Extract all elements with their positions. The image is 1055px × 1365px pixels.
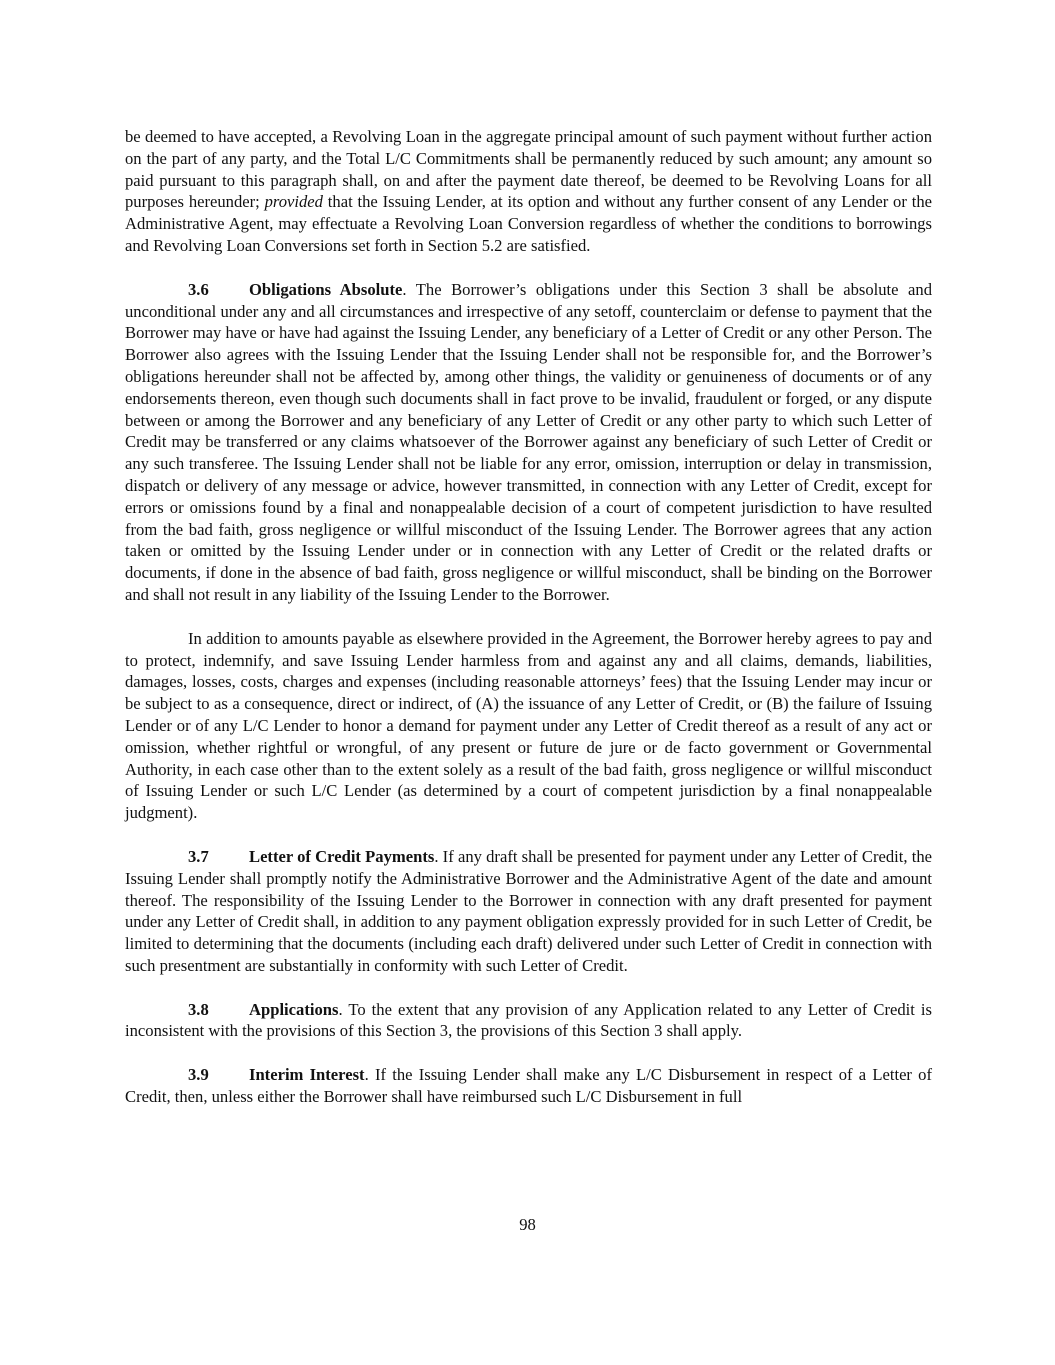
section-body: . If any draft shall be presented for payment under any Letter of Credit, the Issuing Lender shall promptly notify the Administrative Borrower and the Administrative Agent of the date and amount thereof. The responsibility of the Issuing Lender to the Borrower in connection with any draft presented for payment under any Letter of Credit shall, in addition to any payment obligation expressly provided for in such Letter of Credit, be limited to determining that the documents (including each draft) delivered under such Letter of Credit in connection with such presentment are substantially in conformity with such Letter of Credit. xyxy=(125,846,933,975)
section-number: 3.9 xyxy=(188,1065,209,1085)
section-body: . The Borrower’s obligations under this Section 3 shall be absolute and unconditional under any and all circumstances and irrespective of any setoff, counterclaim or defense to payment that the Borrower may have or have had against the Issuing Lender, any beneficiary of a Letter of Credit or any other Person. The Borrower also agrees with the Issuing Lender that the Issuing Lender shall not be responsible for, and the Borrower’s obligations hereunder shall not be affected by, among other things, the validity or genuineness of documents or of any endorsements thereon, even though such documents shall in fact prove to be invalid, fraudulent or forged, or any dispute between or among the Borrower and any beneficiary of any Letter of Credit or any other party to which such Letter of Credit may be transferred or any claims whatsoever of the Borrower against any beneficiary of such Letter of Credit or any such transferee. The Issuing Lender shall not be liable for any error, omission, interruption or delay in transmission, dispatch or delivery of any message or advice, however transmitted, in connection with any Letter of Credit, except for errors or omissions found by a final and nonappealable decision of a court of competent jurisdiction to have resulted from the bad faith, gross negligence or willful misconduct of the Issuing Lender. The Borrower agrees that any action taken or omitted by the Issuing Lender under or in connection with any Letter of Credit or the related drafts or documents, if done in the absence of bad faith, gross negligence or willful misconduct, shall be binding on the Borrower and shall not result in any liability of the Issuing Lender to the Borrower. xyxy=(125,279,933,604)
section-title: Obligations Absolute xyxy=(249,279,403,299)
paragraph-text: be deemed to have accepted, a Revolving Loan in the aggregate principal amount of such payment without further action on the part of any party, and the Total L/C Commitments shall be permanently reduced by such amount; any amount so paid pursuant to this paragraph shall, on and after the payment date thereof, be deemed to be Revolving Loans for all purposes hereunder; xyxy=(125,127,932,212)
section-body: . If the Issuing Lender shall make any L/C Disbursement in respect of a Letter of Credit, then, unless either the Borrower shall have reimbursed such L/C Disbursement in full xyxy=(125,1065,932,1107)
paragraph-revolving-loan-continuation xyxy=(125,126,932,257)
paragraph-text: that the Issuing Lender, at its option and without any further consent of any Lender or the Administrative Agent, may effectuate a Revolving Loan Conversion regardless of whether the conditions to borrowings and Revolving Loan Conversions set forth in Section 5.2 are satisfied. xyxy=(125,192,932,255)
section-3-7-paragraph xyxy=(125,846,932,977)
section-3-6-paragraph xyxy=(125,279,932,606)
section-title: Applications xyxy=(249,999,339,1019)
document-page xyxy=(125,126,932,1108)
page-number: 98 xyxy=(519,1215,536,1234)
section-number: 3.8 xyxy=(188,999,209,1019)
indemnity-paragraph: In addition to amounts payable as elsewhere provided in the Agreement, the Borrower hereby agrees to pay and to protect, indemnify, and save Issuing Lender harmless from and against any and all claims, demands, liabilities, damages, losses, costs, charges and expenses (including reasonable attorneys’ fees) that the Issuing Lender may incur or be subject to as a consequence, direct or indirect, of (A) the issuance of any Letter of Credit, or (B) the failure of Issuing Lender or of any L/C Lender to honor a demand for payment under any Letter of Credit thereof as a result of any act or omission, whether rightful or wrongful, of any present or future de jure or de facto government or Governmental Authority, in each case other than to the extent solely as a result of the bad faith, gross negligence or willful misconduct of Issuing Lender or such L/C Lender (as determined by a court of competent jurisdiction by a final nonappealable judgment). xyxy=(125,628,932,823)
section-title: Letter of Credit Payments xyxy=(249,846,435,866)
section-3-9-paragraph xyxy=(125,1064,932,1108)
section-body: . To the extent that any provision of any Application related to any Letter of Credit is inconsistent with the provisions of this Section 3, the provisions of this Section 3 shall apply. xyxy=(125,999,932,1041)
section-title: Interim Interest xyxy=(249,1065,365,1085)
italic-term-provided: provided xyxy=(264,192,323,212)
section-number: 3.7 xyxy=(188,846,209,866)
section-number: 3.6 xyxy=(188,279,209,299)
section-3-8-paragraph xyxy=(125,999,932,1043)
